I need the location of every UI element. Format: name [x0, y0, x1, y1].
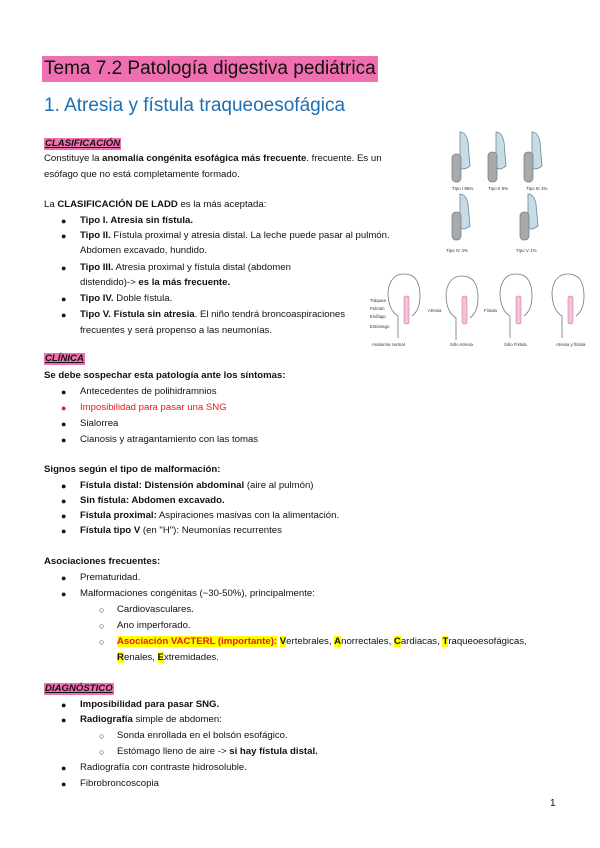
anatomy-label: Fístula	[484, 308, 497, 313]
list-item: Cianosis y atragantamiento con las tomas	[80, 434, 259, 445]
heading-diagnostico: DIAGNÓSTICO	[45, 683, 113, 694]
list-item: Malformaciones congénitas (~30-50%), principalmente:	[80, 588, 315, 599]
anatomy-label: Estómago	[370, 324, 390, 329]
clasificacion-intro: Constituye la anomalía congénita esofágica más frecuente. frecuente. Es un	[44, 153, 382, 164]
list-item: Fístula proximal: Aspiraciones masivas con la alimentación.	[80, 510, 340, 521]
figure-label: Tipo I 85%	[452, 186, 474, 191]
figure-label: Tipo II 8%	[488, 186, 509, 191]
figure-label: Anatomía normal	[372, 342, 405, 347]
list-item: Prematuridad.	[80, 572, 141, 583]
vacterl-line: Asociación VACTERL (importante): Vertebrales, Anorrectales, Cardiacas, Traqueoesofágicas,	[117, 636, 527, 647]
sub-list-item: Cardiovasculares.	[117, 604, 194, 615]
anatomy-label: Pulmón	[370, 306, 385, 311]
list-item: Fibrobroncoscopia	[80, 778, 159, 789]
list-item: Tipo II. Fístula proximal y atresia distal. La leche puede pasar al pulmón.	[80, 230, 390, 241]
list-item-cont: distendido)-> es la más frecuente.	[80, 277, 231, 288]
figure-label: Sólo Fístula	[504, 342, 527, 347]
clinica-intro: Se debe sospechar esta patología ante los síntomas:	[44, 370, 286, 381]
page-title: Tema 7.2 Patología digestiva pediátrica	[42, 56, 378, 82]
list-item: Fístula tipo V (en "H"): Neumonías recurrentes	[80, 525, 282, 536]
anatomy-label: Esófago	[370, 314, 386, 319]
list-item: Fístula distal: Distensión abdominal (aire al pulmón)	[80, 480, 314, 491]
list-item-cont: Abdomen excavado, hundido.	[80, 245, 207, 256]
figure-label: Tipo III 1%	[526, 186, 548, 191]
vacterl-line2: Renales, Extremidades.	[117, 652, 219, 663]
atresia-types-figure	[432, 124, 590, 264]
sub-list-item: Ano imperforado.	[117, 620, 191, 631]
figure-label: Atresia y fístula	[556, 342, 586, 347]
figure-label: Tipo V 1%	[516, 248, 537, 253]
signos-heading: Signos según el tipo de malformación:	[44, 464, 221, 475]
list-item: Imposibilidad para pasar una SNG	[80, 402, 227, 413]
list-item: Imposibilidad para pasar SNG.	[80, 699, 220, 710]
list-item: Sialorrea	[80, 418, 119, 429]
anatomy-label: Atresia	[428, 308, 442, 313]
heading-clinica: CLÍNICA	[45, 353, 84, 364]
sub-list-item: Sonda enrollada en el bolsón esofágico.	[117, 730, 288, 741]
ladd-line: La CLASIFICACIÓN DE LADD es la más aceptada:	[44, 199, 267, 210]
list-item-cont: frecuentes y será propenso a las neumonías.	[80, 325, 272, 336]
list-item: Tipo III. Atresia proximal y fístula distal (abdomen	[80, 262, 291, 273]
asoc-heading: Asociaciones frecuentes:	[44, 556, 161, 567]
list-item: Radiografía con contraste hidrosoluble.	[80, 762, 247, 773]
anatomy-label: Tráquea	[370, 298, 386, 303]
list-item: Antecedentes de polihidramnios	[80, 386, 217, 397]
figure-label: Sólo Atresia	[450, 342, 473, 347]
list-item: Sin fístula: Abdomen excavado.	[80, 495, 225, 506]
list-item: Tipo IV. Doble fístula.	[80, 293, 173, 304]
list-item: Tipo V. Fístula sin atresia. El niño tendrá broncoaspiraciones	[80, 309, 346, 320]
figure-label: Tipo IV 4%	[446, 248, 468, 253]
sub-list-item: Estómago lleno de aire -> si hay fístula distal.	[117, 746, 318, 757]
clasificacion-intro-line2: esófago que no está completamente formado.	[44, 169, 240, 180]
list-item: Radiografía simple de abdomen:	[80, 714, 222, 725]
anatomy-figure	[366, 266, 600, 352]
section-subtitle: 1. Atresia y fístula traqueoesofágica	[44, 95, 346, 116]
page-number: 1	[550, 798, 556, 809]
heading-clasificacion: CLASIFICACIÓN	[45, 138, 121, 149]
list-item: Tipo I. Atresia sin fístula.	[80, 215, 194, 226]
